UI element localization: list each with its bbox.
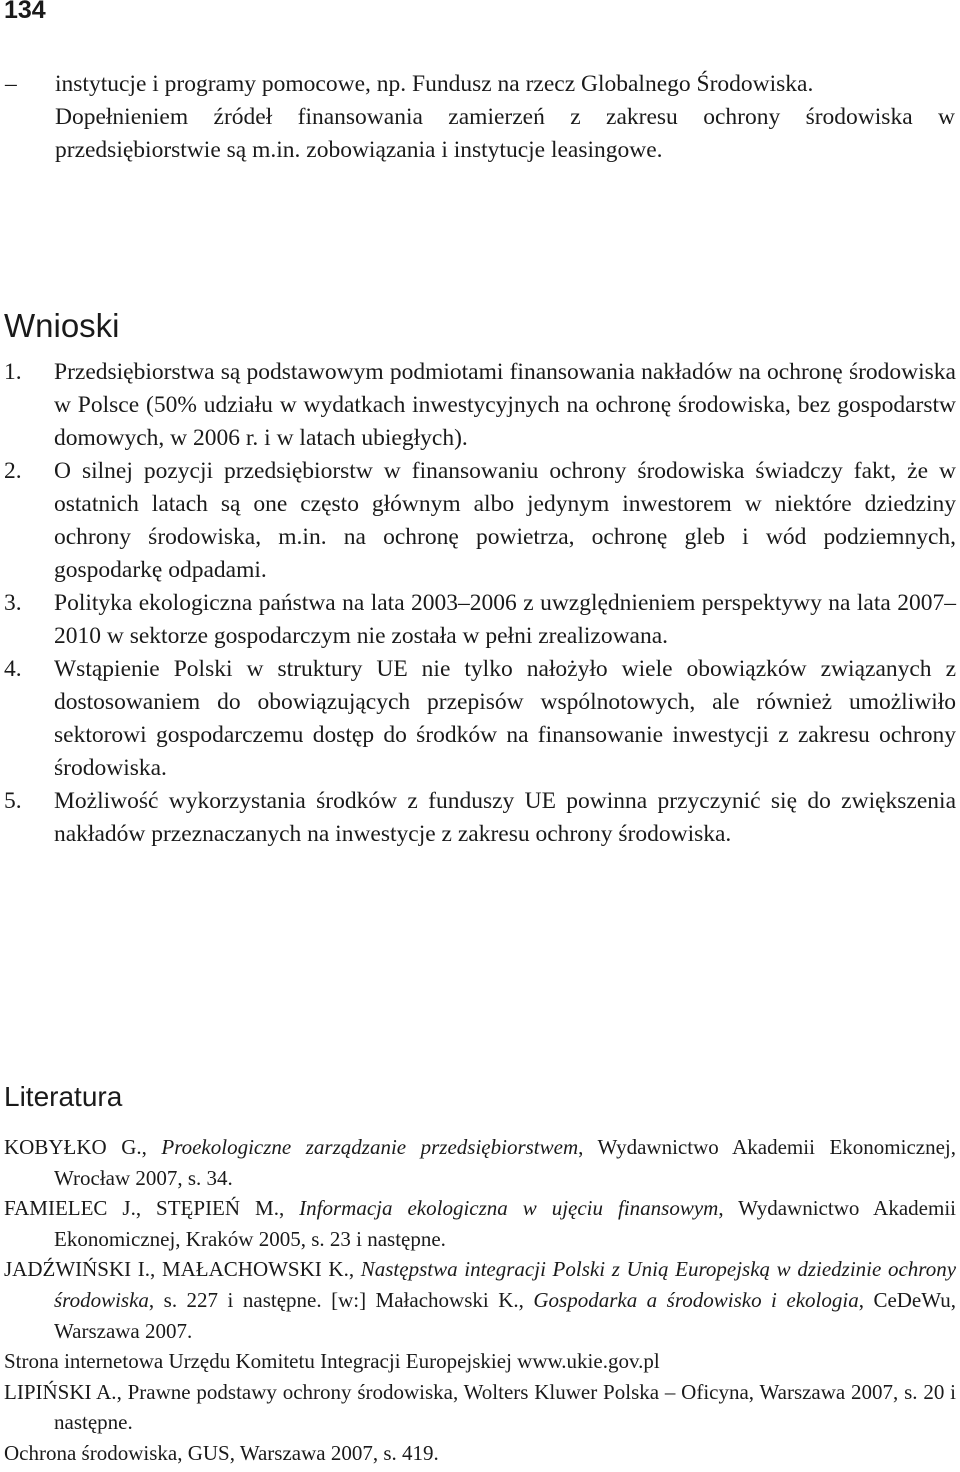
conclusion-item xyxy=(4,785,956,851)
item-number: 3. xyxy=(4,590,22,616)
conclusion-item xyxy=(4,653,956,785)
ref-author: JADŹWIŃSKI I., MAŁACHOWSKI K. xyxy=(4,1257,349,1282)
ref-details-secondary: , CeDeWu, Warszawa 2007. xyxy=(54,1287,956,1343)
section-heading-literatura: Literatura xyxy=(4,1081,123,1113)
references-list xyxy=(4,1132,956,1469)
item-text: Polityka ekologiczna państwa na lata 2003–2006 z uwzględnieniem perspektywy na lata 2007–2010 w sektorze gospodarczym nie została w pełni zrealizowana. xyxy=(54,590,956,649)
reference-item: KOBYŁKO G., Proekologiczne zarządzanie przedsiębiorstwem, Wydawnictwo Akademii Ekonomicznej, Wrocław 2007, s. 34. xyxy=(4,1135,956,1190)
item-number: 2. xyxy=(4,458,22,484)
item-text: Przedsiębiorstwa są podstawowym podmiotami finansowania nakładów na ochronę środowiska w Polsce (50% udziału w wydatkach inwestycyjnych na ochronę środowiska, bez gospodarstw domowych, w 2006 r. i w latach ubiegłych). xyxy=(54,359,956,451)
bullet-text: instytucje i programy pomocowe, np. Fundusz na rzecz Globalnego Środowiska. xyxy=(55,71,814,97)
ref-author: FAMIELEC J., STĘPIEŃ M. xyxy=(4,1196,279,1221)
section-heading-wnioski: Wnioski xyxy=(4,307,120,345)
reference-item xyxy=(4,1377,956,1438)
reference-item xyxy=(4,1346,956,1377)
page-number: 134 xyxy=(4,0,46,24)
item-number: 4. xyxy=(4,656,22,682)
ref-title: Informacja ekologiczna w ujęciu finansowym xyxy=(299,1196,719,1221)
intro-section xyxy=(5,68,955,167)
ref-details: , s. 227 i następne. [w:] Małachowski K., xyxy=(148,1287,534,1312)
item-text: Możliwość wykorzystania środków z funduszy UE powinna przyczynić się do zwiększenia nakładów przeznaczanych na inwestycje z zakresu ochrony środowiska. xyxy=(54,788,956,847)
ref-title: Proekologiczne zarządzanie przedsiębiorstwem xyxy=(161,1135,579,1159)
ref-title-secondary: Gospodarka a środowisko i ekologia xyxy=(533,1287,859,1312)
reference-item xyxy=(4,1438,956,1469)
conclusion-item xyxy=(4,455,956,587)
ref-details: , Prawne podstawy ochrony środowiska, Wolters Kluwer Polska – Oficyna, Warszawa 2007, s. 20 i następne. xyxy=(54,1379,956,1435)
reference-item: FAMIELEC J., STĘPIEŃ M., Informacja ekologiczna w ujęciu finansowym, Wydawnictwo Akademii Ekonomicznej, Kraków 2005, s. 23 i następne. xyxy=(4,1196,956,1251)
item-number: 1. xyxy=(4,359,22,385)
reference-item: JADŹWIŃSKI I., MAŁACHOWSKI K., Następstwa integracji Polski z Unią Europejską w dziedzinie ochrony środowiska, s. 227 i następne. [w:] Małachowski K., Gospodarka a środowisko i ekologia, CeDeWu, Warszawa 2007. xyxy=(4,1257,957,1343)
intro-paragraph: Dopełnieniem źródeł finansowania zamierzeń z zakresu ochrony środowiska w przedsiębiorstwie są m.in. zobowiązania i instytucje leasingowe. xyxy=(55,104,955,163)
ref-plain: Strona internetowa Urzędu Komitetu Integracji Europejskiej www.ukie.gov.pl xyxy=(4,1349,660,1374)
conclusion-item xyxy=(4,356,956,455)
conclusion-item xyxy=(4,587,956,653)
ref-author: KOBYŁKO G. xyxy=(4,1135,142,1159)
item-number: 5. xyxy=(4,788,22,814)
intro-bullet xyxy=(5,68,955,101)
ref-details: , Wydawnictwo Akademii Ekonomicznej, Wrocław 2007, s. 34. xyxy=(54,1135,956,1190)
ref-title: Następstwa integracji Polski z Unią Europejską w dziedzinie ochrony środowiska xyxy=(54,1257,957,1312)
ref-plain: Ochrona środowiska, GUS, Warszawa 2007, s. 419. xyxy=(4,1440,439,1465)
conclusions-list xyxy=(4,356,956,851)
ref-details: , Wydawnictwo Akademii Ekonomicznej, Kraków 2005, s. 23 i następne. xyxy=(54,1196,956,1251)
ref-author: LIPIŃSKI A. xyxy=(4,1379,117,1404)
bullet-dash: – xyxy=(5,71,17,97)
item-text: O silnej pozycji przedsiębiorstw w finansowaniu ochrony środowiska świadczy fakt, że w ostatnich latach są one często głównym albo jedynym inwestorem w niektóre dziedziny ochrony środowiska, m.in. na ochronę powietrza, ochronę gleb i wód podziemnych, gospodarkę odpadami. xyxy=(54,458,956,583)
item-text: Wstąpienie Polski w struktury UE nie tylko nałożyło wiele obowiązków związanych z dostosowaniem do obowiązujących przepisów wspólnotowych, ale również umożliwiło sektorowi gospodarczemu dostęp do środków na finansowanie inwestycji z zakresu ochrony środowiska. xyxy=(54,656,956,781)
